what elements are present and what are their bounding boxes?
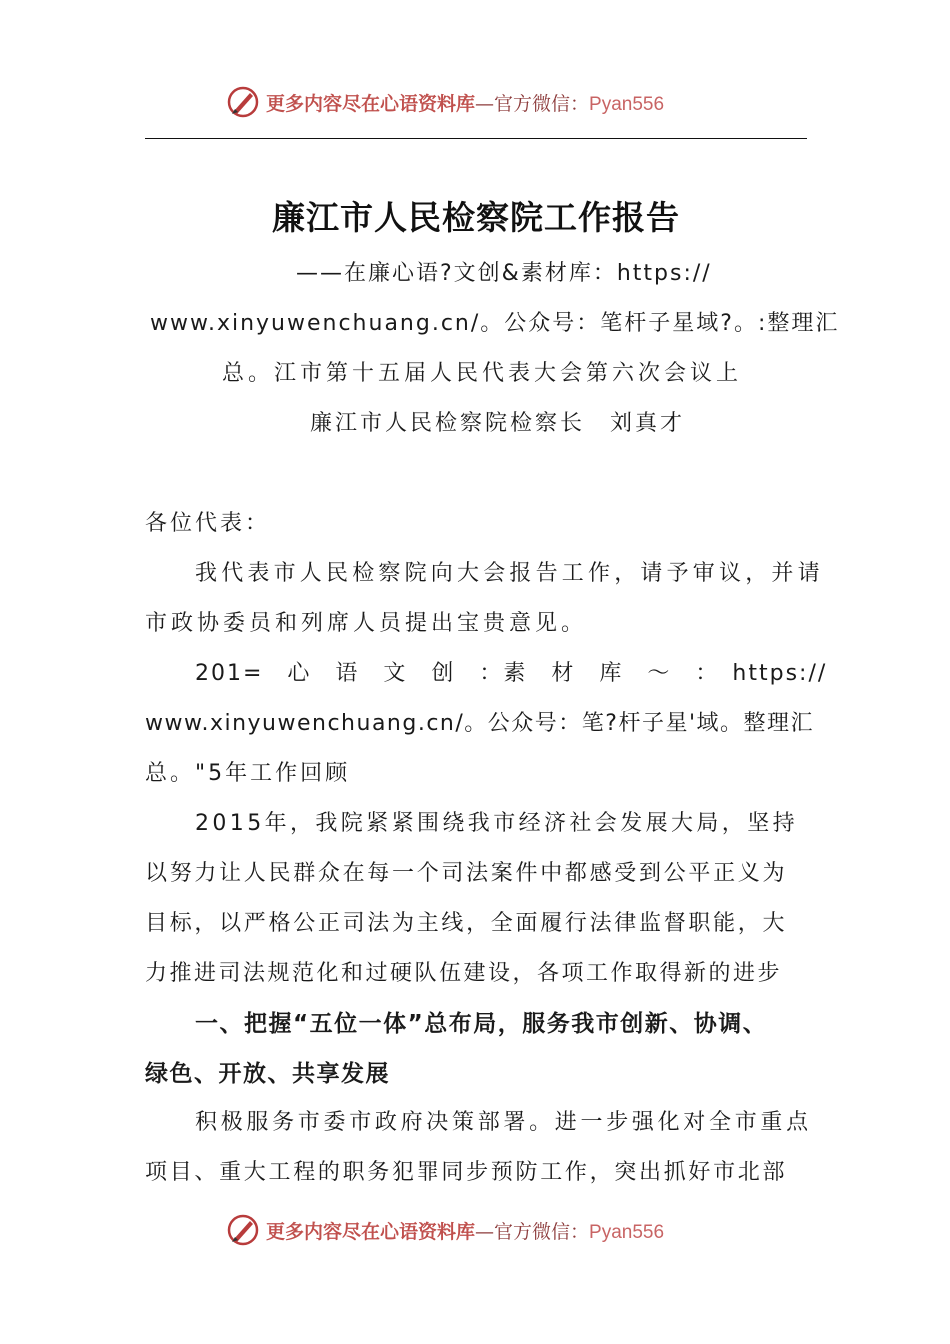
body-line: 201= 心 语 文 创 ：素 材 库 ～ ： https:// — [195, 661, 828, 686]
header-banner — [0, 82, 950, 122]
pen-logo-icon — [226, 1213, 260, 1247]
section-heading: 一、把握“五位一体”总布局，服务我市创新、协调、 — [195, 1011, 768, 1037]
salutation: 各位代表： — [145, 511, 271, 536]
section-heading: 绿色、开放、共享发展 — [145, 1061, 390, 1087]
body-line: 目标，以严格公正司法为主线，全面履行法律监督职能，大 — [145, 911, 788, 936]
body-line: 积极服务市委市政府决策部署。进一步强化对全市重点 — [195, 1110, 812, 1135]
subtitle-line-1: ——在廉心语?文创&素材库：https:// — [296, 261, 712, 286]
banner-text: 更多内容尽在心语资料库—官方微信：Pyan556 — [266, 1220, 665, 1243]
body-line: www.xinyuwenchuang.cn/。公众号：笔?杆子星'域。整理汇 — [145, 711, 815, 736]
body-line: 以努力让人民群众在每一个司法案件中都感受到公平正义为 — [145, 861, 788, 886]
body-line: 力推进司法规范化和过硬队伍建设，各项工作取得新的进步 — [145, 961, 783, 986]
body-line: 项目、重大工程的职务犯罪同步预防工作，突出抓好市北部 — [145, 1160, 788, 1185]
pen-logo-icon — [226, 85, 260, 119]
body-line: 我代表市人民检察院向大会报告工作，请予审议，并请 — [195, 561, 824, 586]
footer-banner — [0, 1210, 950, 1250]
subtitle-line-3: 总。江市第十五届人民代表大会第六次会议上 — [222, 361, 743, 386]
subtitle-line-4: 廉江市人民检察院检察长 刘真才 — [310, 411, 686, 436]
document-title: 廉江市人民检察院工作报告 — [272, 198, 680, 237]
body-line: 2015年，我院紧紧围绕我市经济社会发展大局，坚持 — [195, 811, 798, 836]
subtitle-line-2: www.xinyuwenchuang.cn/。公众号：笔杆子星域?。:整理汇 — [150, 311, 840, 336]
header-divider — [145, 138, 807, 139]
body-line: 市政协委员和列席人员提出宝贵意见。 — [145, 611, 588, 636]
body-line: 总。"5年工作回顾 — [145, 761, 351, 786]
banner-text: 更多内容尽在心语资料库—官方微信：Pyan556 — [266, 92, 665, 115]
